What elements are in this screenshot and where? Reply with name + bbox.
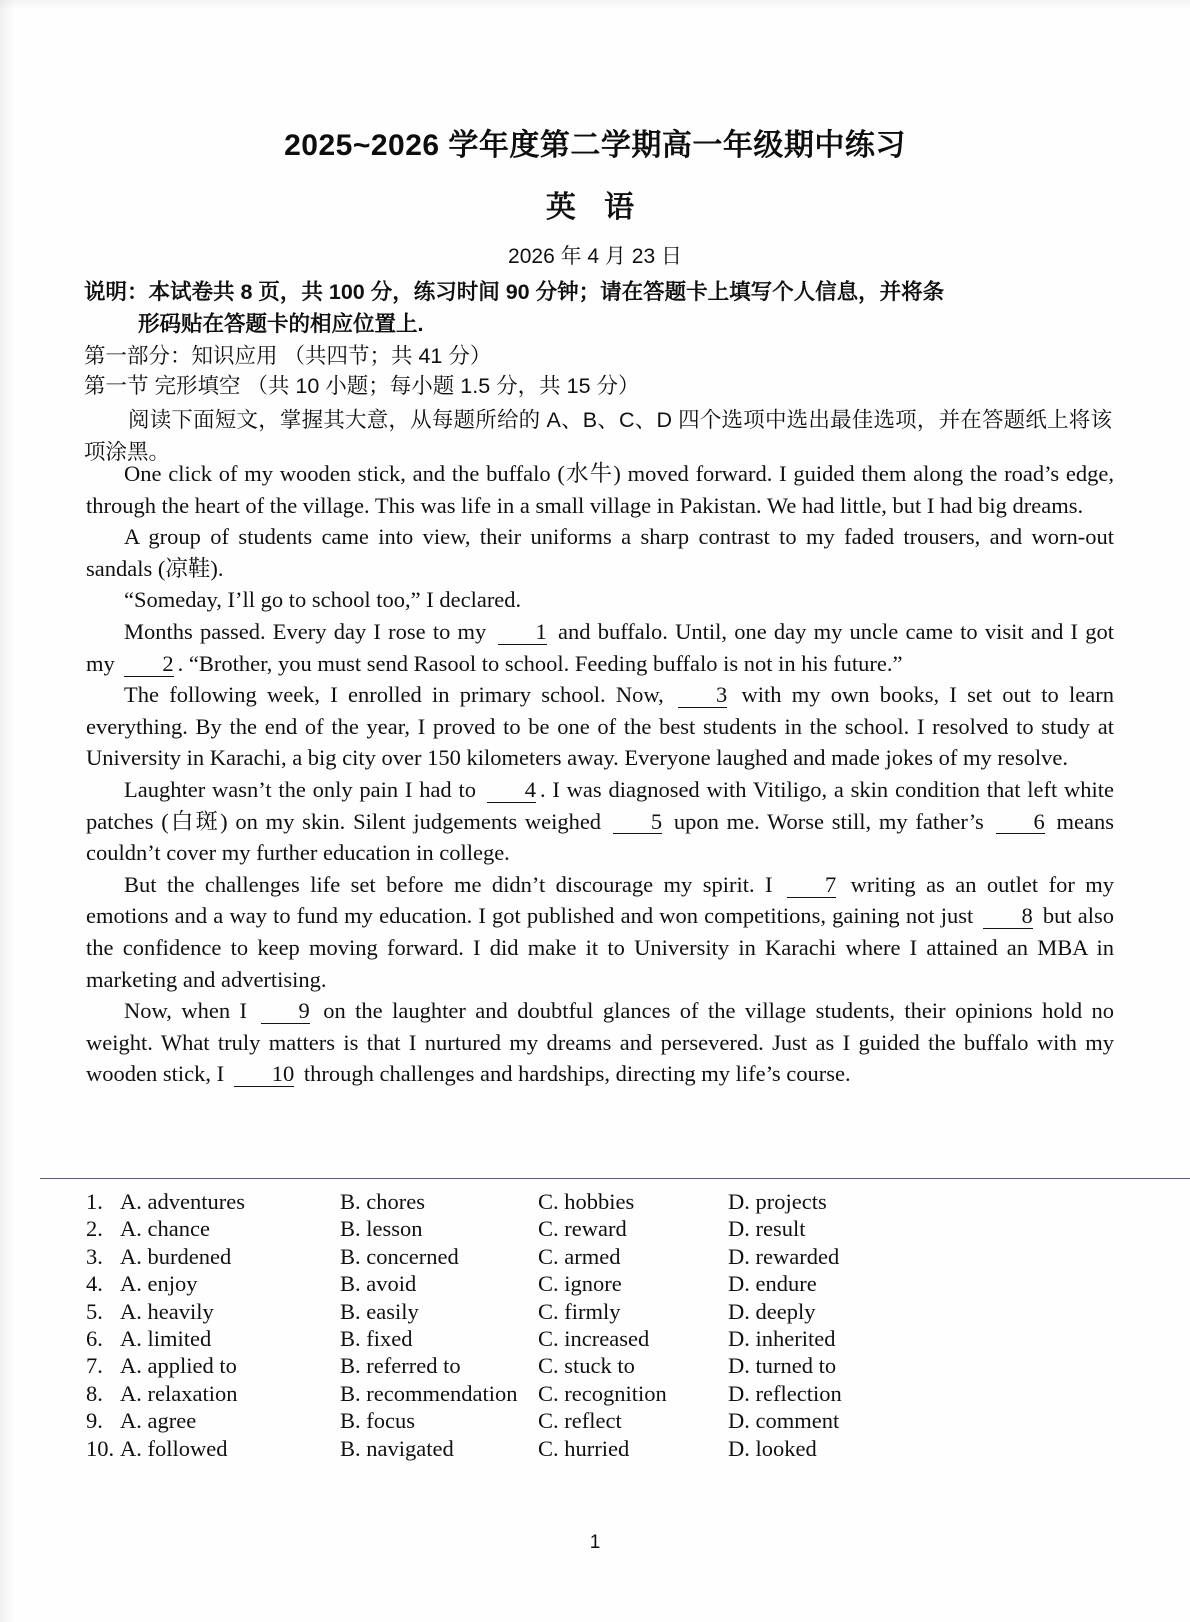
option-choice-a[interactable]: A. adventures	[120, 1189, 245, 1214]
option-choice-d[interactable]: D. looked	[728, 1435, 817, 1461]
option-choice-c[interactable]: C. hurried	[538, 1435, 630, 1461]
paragraph-8-text-b: on the laughter and doubtful glances of the village students, their opinions hold no weight. What truly matters is that I nurtured my dreams and persevered. Just as I guided the buffalo with my wooden stick, I	[86, 998, 1115, 1087]
option-number: 10.	[86, 1435, 115, 1461]
table-row	[86, 1215, 1126, 1242]
cloze-blank-1[interactable]: 1	[498, 621, 547, 645]
cloze-blank-3[interactable]: 3	[678, 684, 727, 708]
option-number: 8.	[86, 1380, 103, 1406]
option-choice-b[interactable]: B. concerned	[340, 1243, 459, 1269]
passage-paragraph-1	[86, 458, 1114, 521]
cloze-blank-4[interactable]: 4	[487, 779, 536, 803]
option-number: 2.	[86, 1216, 103, 1242]
option-number: 1.	[86, 1189, 103, 1214]
page-title: 2025~2026 学年度第二学期高一年级期中练习	[284, 129, 906, 162]
option-choice-a[interactable]: A. relaxation	[120, 1380, 238, 1406]
paragraph-6-text-d: means couldn’t cover my further education in college.	[86, 808, 1114, 866]
option-choice-d[interactable]: D. turned to	[728, 1353, 837, 1379]
option-choice-d[interactable]: D. reflection	[728, 1380, 842, 1406]
table-row	[86, 1243, 1126, 1270]
cloze-directions: 阅读下面短文，掌握其大意，从每题所给的 A、B、C、D 四个选项中选出最佳选项，并在答题纸上将该项涂黑。	[84, 408, 1112, 464]
table-row	[86, 1352, 1126, 1379]
paragraph-4-text-c: . “Brother, you must send Rasool to school. Feeding buffalo is not in his future.”	[177, 650, 903, 676]
passage-paragraph-7	[86, 869, 1114, 995]
option-choice-b[interactable]: B. chores	[340, 1189, 425, 1214]
option-number: 5.	[86, 1298, 103, 1324]
section-node-one-heading: 第一节 完形填空 （共 10 小题；每小题 1.5 分，共 15 分）	[84, 374, 640, 398]
table-row	[86, 1270, 1126, 1297]
table-row	[86, 1380, 1126, 1407]
option-number: 3.	[86, 1243, 103, 1269]
paragraph-1-text: One click of my wooden stick, and the buffalo (水牛) moved forward. I guided them along the road’s edge, through the heart of the village. This was life in a small village in Pakistan. We had little, but I had big dreams.	[86, 461, 1114, 518]
answer-options-list	[86, 1188, 1126, 1462]
paragraph-6-text-c: upon me. Worse still, my father’s	[673, 808, 984, 834]
passage-paragraph-6	[86, 774, 1114, 869]
option-choice-b[interactable]: B. easily	[340, 1298, 419, 1324]
option-number: 9.	[86, 1408, 103, 1434]
option-choice-b[interactable]: B. referred to	[340, 1353, 461, 1379]
option-number: 6.	[86, 1326, 103, 1352]
option-choice-c[interactable]: C. reward	[538, 1216, 627, 1242]
paragraph-2-text: A group of students came into view, their uniforms a sharp contrast to my faded trousers, and worn-out sandals (凉鞋).	[86, 524, 1114, 581]
option-choice-a[interactable]: A. followed	[120, 1435, 228, 1461]
option-number: 4.	[86, 1271, 103, 1297]
option-choice-a[interactable]: A. applied to	[120, 1353, 237, 1379]
option-choice-a[interactable]: A. agree	[120, 1408, 197, 1434]
option-choice-b[interactable]: B. navigated	[340, 1435, 454, 1461]
paragraph-7-text-c: but also the confidence to keep moving forward. I did make it to University in Karachi where I attained an MBA in marketing and advertising.	[86, 903, 1115, 992]
paragraph-7-text-b: writing as an outlet for my emotions and a way to fund my education. I got published and won competitions, gaining not just	[86, 871, 1115, 929]
passage-paragraph-8	[86, 995, 1114, 1090]
option-choice-a[interactable]: A. chance	[120, 1216, 210, 1242]
exam-date: 2026 年 4 月 23 日	[508, 245, 682, 268]
option-choice-d[interactable]: D. result	[728, 1216, 806, 1242]
option-choice-a[interactable]: A. heavily	[120, 1298, 214, 1324]
option-choice-d[interactable]: D. comment	[728, 1408, 840, 1434]
cloze-blank-6[interactable]: 6	[996, 811, 1045, 835]
table-row	[86, 1298, 1126, 1325]
paragraph-7-text-a: But the challenges life set before me didn’t discourage my spirit. I	[124, 871, 773, 897]
scan-edge-shadow-top	[0, 0, 1190, 10]
paragraph-4-text-a: Months passed. Every day I rose to my	[124, 618, 487, 644]
passage-paragraph-2	[86, 521, 1114, 584]
option-choice-b[interactable]: B. focus	[340, 1408, 415, 1434]
option-choice-a[interactable]: A. burdened	[120, 1243, 232, 1269]
exam-notice	[84, 276, 1114, 340]
paragraph-6-text-a: Laughter wasn’t the only pain I had to	[124, 776, 476, 802]
option-choice-c[interactable]: C. hobbies	[538, 1189, 635, 1214]
paragraph-6-text-b: . I was diagnosed with Vitiligo, a skin condition that left white patches (白斑) on my skin. Silent judgements weighed	[86, 776, 1114, 834]
cloze-blank-2[interactable]: 2	[124, 653, 173, 677]
table-row	[86, 1407, 1126, 1434]
page-number: 1	[589, 1532, 601, 1553]
paragraph-8-text-c: through challenges and hardships, directing my life’s course.	[303, 1061, 851, 1087]
paragraph-5-text-a: The following week, I enrolled in primary school. Now,	[124, 682, 664, 708]
option-choice-a[interactable]: A. limited	[120, 1326, 212, 1352]
option-choice-c[interactable]: C. recognition	[538, 1380, 667, 1406]
section-part-one-heading: 第一部分：知识应用 （共四节；共 41 分）	[84, 344, 492, 368]
option-number: 7.	[86, 1353, 103, 1379]
cloze-blank-8[interactable]: 8	[983, 905, 1032, 929]
cloze-blank-5[interactable]: 5	[613, 811, 662, 835]
cloze-blank-7[interactable]: 7	[787, 874, 836, 898]
option-choice-c[interactable]: C. firmly	[538, 1298, 621, 1324]
paragraph-5-text-b: with my own books, I set out to learn everything. By the end of the year, I proved to be one of the best students in the school. I resolved to study at University in Karachi, a big city over 150 kilometers away. Everyone laughed and made jokes of my resolve.	[86, 682, 1115, 771]
table-row	[86, 1325, 1126, 1352]
option-choice-c[interactable]: C. increased	[538, 1326, 650, 1352]
notice-line-1: 说明：本试卷共 8 页，共 100 分，练习时间 90 分钟；请在答题卡上填写个人信息，并将条	[84, 280, 945, 304]
passage-paragraph-5	[86, 679, 1114, 774]
paragraph-4-text-b: and buffalo. Until, one day my uncle came to visit and I got my	[86, 618, 1115, 676]
option-choice-d[interactable]: D. projects	[728, 1189, 827, 1214]
cloze-passage	[86, 458, 1114, 1090]
option-choice-a[interactable]: A. enjoy	[120, 1271, 198, 1297]
option-choice-c[interactable]: C. armed	[538, 1243, 621, 1269]
passage-paragraph-4	[86, 616, 1114, 679]
option-choice-b[interactable]: B. lesson	[340, 1216, 423, 1242]
option-choice-d[interactable]: D. deeply	[728, 1298, 816, 1324]
cloze-blank-9[interactable]: 9	[261, 1000, 310, 1024]
option-choice-d[interactable]: D. rewarded	[728, 1243, 840, 1269]
table-row	[86, 1188, 1126, 1215]
option-choice-b[interactable]: B. recommendation	[340, 1380, 518, 1406]
subject-title: 英 语	[545, 191, 645, 224]
option-choice-d[interactable]: D. endure	[728, 1271, 817, 1297]
table-row	[86, 1435, 1126, 1462]
option-choice-c[interactable]: C. reflect	[538, 1408, 622, 1434]
paragraph-3-text: “Someday, I’ll go to school too,” I declared.	[124, 587, 522, 613]
option-choice-b[interactable]: B. fixed	[340, 1326, 413, 1352]
horizontal-separator	[40, 1178, 1190, 1179]
passage-paragraph-3	[86, 584, 1114, 616]
paragraph-8-text-a: Now, when I	[124, 998, 248, 1024]
option-choice-b[interactable]: B. avoid	[340, 1271, 417, 1297]
option-choice-c[interactable]: C. stuck to	[538, 1353, 635, 1379]
cloze-blank-10[interactable]: 10	[234, 1063, 295, 1087]
option-choice-d[interactable]: D. inherited	[728, 1326, 836, 1352]
notice-line-2: 形码贴在答题卡的相应位置上.	[138, 312, 424, 336]
option-choice-c[interactable]: C. ignore	[538, 1271, 622, 1297]
